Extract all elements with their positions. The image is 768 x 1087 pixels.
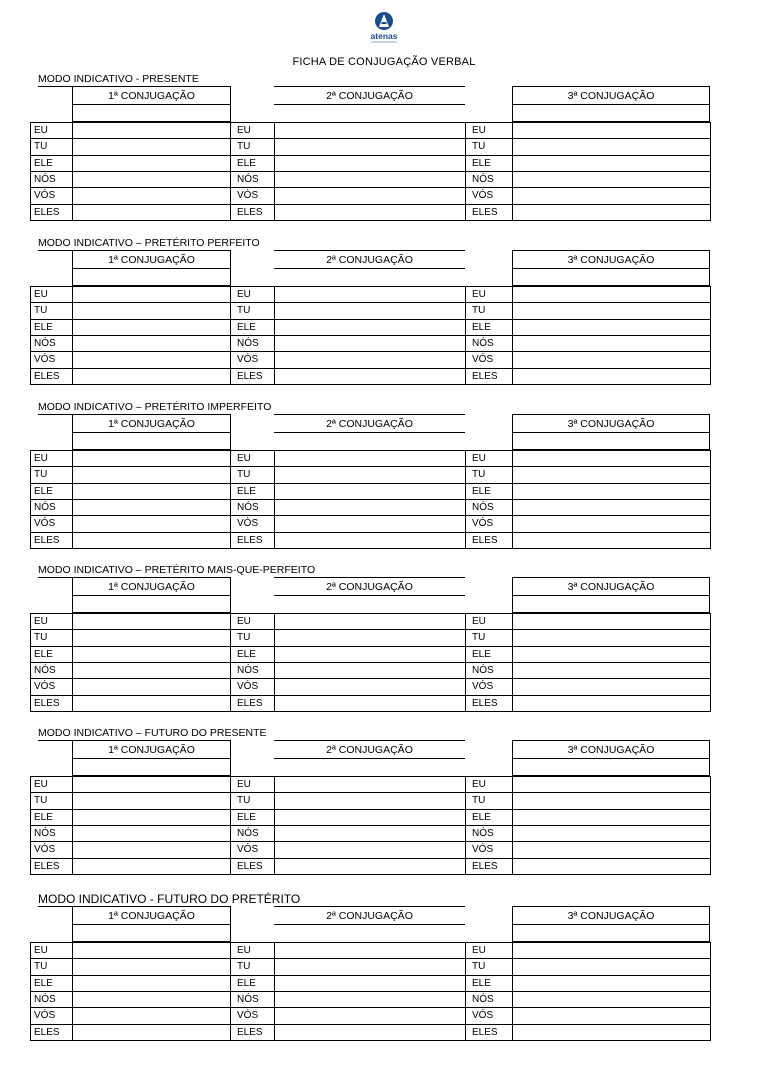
answer-cell[interactable] — [275, 205, 465, 220]
answer-cell[interactable] — [513, 188, 710, 203]
pronoun-label: VÓS — [237, 1010, 259, 1022]
answer-cell[interactable] — [513, 172, 710, 187]
pronoun-label: EU — [34, 453, 48, 464]
rule-line — [72, 432, 231, 433]
pronoun-label: VÓS — [34, 681, 56, 693]
section-title: MODO INDICATIVO - PRESENTE — [38, 73, 199, 85]
answer-cell[interactable] — [513, 810, 710, 825]
answer-cell[interactable] — [275, 976, 465, 991]
answer-cell[interactable] — [275, 516, 465, 531]
pronoun-label: TU — [34, 305, 48, 317]
rule-line — [512, 104, 710, 105]
pronoun-label: ELES — [472, 1026, 498, 1038]
answer-cell[interactable] — [275, 123, 465, 138]
answer-cell[interactable] — [275, 484, 465, 499]
pronoun-label: TU — [472, 632, 486, 644]
pronoun-label: NÓS — [34, 337, 56, 349]
pronoun-label: ELE — [472, 321, 491, 333]
answer-cell[interactable] — [73, 630, 230, 645]
answer-cell[interactable] — [73, 467, 230, 482]
pronoun-label: VÓS — [472, 518, 494, 530]
answer-cell[interactable] — [513, 793, 710, 808]
answer-cell[interactable] — [275, 943, 465, 958]
answer-cell[interactable] — [73, 810, 230, 825]
pronoun-label: ELES — [472, 370, 498, 382]
answer-cell[interactable] — [513, 859, 710, 874]
pronoun-label: ELE — [237, 648, 256, 660]
pronoun-label: ELES — [237, 697, 263, 709]
answer-cell[interactable] — [513, 630, 710, 645]
rule-line — [72, 268, 231, 269]
pronoun-label: NÓS — [34, 173, 56, 185]
rule-line — [274, 104, 465, 105]
answer-cell[interactable] — [73, 614, 230, 629]
pronoun-label: TU — [472, 469, 486, 481]
conjugation-header-3: 3ª CONJUGAÇÃO — [567, 90, 655, 102]
pronoun-label: ELE — [237, 321, 256, 333]
answer-cell[interactable] — [275, 533, 465, 548]
pronoun-label: EU — [472, 453, 486, 464]
pronoun-label: NÓS — [237, 993, 259, 1005]
pronoun-label: VÓS — [472, 844, 494, 856]
pronoun-label: VÓS — [34, 844, 56, 856]
answer-cell[interactable] — [513, 320, 710, 335]
document-title: FICHA DE CONJUGAÇÃO VERBAL — [292, 56, 476, 68]
answer-cell[interactable] — [275, 1025, 465, 1040]
pronoun-label: TU — [34, 632, 48, 644]
answer-cell[interactable] — [73, 777, 230, 792]
rule-line — [230, 104, 231, 122]
pronoun-label: EU — [237, 616, 251, 627]
answer-cell[interactable] — [73, 484, 230, 499]
answer-cell[interactable] — [513, 679, 710, 694]
answer-cell[interactable] — [73, 336, 230, 351]
answer-cell[interactable] — [73, 696, 230, 711]
pronoun-label: NÓS — [472, 993, 494, 1005]
answer-cell[interactable] — [513, 696, 710, 711]
answer-cell[interactable] — [513, 647, 710, 662]
rule-line — [274, 250, 465, 251]
pronoun-label: ELE — [34, 977, 53, 989]
answer-cell[interactable] — [275, 156, 465, 171]
pronoun-label: VÓS — [237, 681, 259, 693]
answer-cell[interactable] — [513, 123, 710, 138]
answer-cell[interactable] — [275, 647, 465, 662]
pronoun-label: ELES — [34, 697, 60, 709]
pronoun-label: EU — [472, 289, 486, 300]
answer-cell[interactable] — [73, 123, 230, 138]
pronoun-label: NÓS — [472, 173, 494, 185]
pronoun-label: EU — [472, 125, 486, 136]
rule-line — [230, 758, 231, 776]
answer-cell[interactable] — [275, 1008, 465, 1023]
answer-cell[interactable] — [513, 959, 710, 974]
answer-cell[interactable] — [73, 647, 230, 662]
answer-cell[interactable] — [73, 500, 230, 515]
rule-line — [512, 268, 710, 269]
answer-cell[interactable] — [275, 139, 465, 154]
pronoun-label: NÓS — [34, 501, 56, 513]
rule-line — [274, 432, 465, 433]
answer-cell[interactable] — [275, 287, 465, 302]
pronoun-label: TU — [237, 961, 251, 973]
answer-cell[interactable] — [275, 188, 465, 203]
pronoun-label: ELES — [34, 1026, 60, 1038]
conjugation-header-2: 2ª CONJUGAÇÃO — [326, 744, 413, 756]
answer-cell[interactable] — [73, 1008, 230, 1023]
answer-cell[interactable] — [275, 826, 465, 841]
pronoun-label: ELES — [237, 206, 263, 218]
pronoun-label: VÓS — [237, 190, 259, 202]
answer-cell[interactable] — [275, 859, 465, 874]
pronoun-label: EU — [34, 125, 48, 136]
pronoun-label: TU — [472, 305, 486, 317]
pronoun-label: TU — [237, 469, 251, 481]
conjugation-section — [0, 73, 768, 236]
pronoun-label: NÓS — [472, 337, 494, 349]
conjugation-header-3: 3ª CONJUGAÇÃO — [567, 910, 655, 922]
answer-cell[interactable] — [73, 516, 230, 531]
answer-cell[interactable] — [73, 1025, 230, 1040]
answer-cell[interactable] — [73, 139, 230, 154]
answer-cell[interactable] — [73, 369, 230, 384]
pronoun-label: ELES — [237, 860, 263, 872]
pronoun-label: ELES — [237, 370, 263, 382]
pronoun-label: NÓS — [237, 664, 259, 676]
answer-cell[interactable] — [513, 336, 710, 351]
rule-line — [230, 432, 231, 450]
answer-cell[interactable] — [513, 943, 710, 958]
pronoun-label: ELE — [34, 485, 53, 497]
pronoun-label: ELE — [237, 157, 256, 169]
pronoun-label: VÓS — [34, 190, 56, 202]
pronoun-label: EU — [237, 779, 251, 790]
answer-cell[interactable] — [73, 172, 230, 187]
answer-cell[interactable] — [513, 533, 710, 548]
pronoun-label: TU — [472, 795, 486, 807]
pronoun-label: EU — [34, 616, 48, 627]
pronoun-label: NÓS — [34, 827, 56, 839]
pronoun-label: VÓS — [472, 681, 494, 693]
answer-cell[interactable] — [513, 1025, 710, 1040]
pronoun-label: EU — [237, 289, 251, 300]
answer-cell[interactable] — [73, 451, 230, 466]
pronoun-label: NÓS — [237, 173, 259, 185]
rule-line — [230, 924, 231, 942]
pronoun-label: ELE — [472, 811, 491, 823]
pronoun-label: TU — [472, 961, 486, 973]
answer-cell[interactable] — [275, 369, 465, 384]
pronoun-label: NÓS — [472, 827, 494, 839]
rule-line — [274, 758, 465, 759]
pronoun-label: ELES — [237, 1026, 263, 1038]
answer-cell[interactable] — [513, 992, 710, 1007]
conjugation-section — [0, 893, 768, 1056]
rule-line — [512, 924, 710, 925]
section-title: MODO INDICATIVO – PRETÉRITO PERFEITO — [38, 237, 260, 249]
answer-cell[interactable] — [73, 352, 230, 367]
answer-cell[interactable] — [73, 992, 230, 1007]
rule-line — [512, 595, 710, 596]
pronoun-label: ELES — [34, 534, 60, 546]
answer-cell[interactable] — [513, 156, 710, 171]
logo-text: atenas — [370, 31, 398, 41]
pronoun-label: TU — [34, 141, 48, 153]
conjugation-section — [0, 237, 768, 400]
pronoun-label: NÓS — [237, 337, 259, 349]
answer-cell[interactable] — [275, 467, 465, 482]
conjugation-header-2: 2ª CONJUGAÇÃO — [326, 418, 413, 430]
section-title: MODO INDICATIVO – FUTURO DO PRESENTE — [38, 727, 267, 739]
rule-line — [512, 758, 710, 759]
pronoun-label: NÓS — [34, 993, 56, 1005]
pronoun-label: VÓS — [34, 354, 56, 366]
answer-cell[interactable] — [275, 793, 465, 808]
pronoun-label: ELES — [237, 534, 263, 546]
answer-cell[interactable] — [73, 793, 230, 808]
answer-cell[interactable] — [73, 287, 230, 302]
pronoun-label: NÓS — [472, 664, 494, 676]
pronoun-label: NÓS — [472, 501, 494, 513]
answer-cell[interactable] — [73, 663, 230, 678]
answer-cell[interactable] — [513, 516, 710, 531]
answer-cell[interactable] — [73, 156, 230, 171]
rule-line — [274, 414, 465, 415]
pronoun-label: ELE — [237, 485, 256, 497]
rule-line — [72, 758, 231, 759]
answer-cell[interactable] — [73, 533, 230, 548]
answer-cell[interactable] — [275, 320, 465, 335]
conjugation-section — [0, 564, 768, 727]
pronoun-label: ELE — [237, 811, 256, 823]
answer-cell[interactable] — [513, 777, 710, 792]
pronoun-label: ELES — [472, 860, 498, 872]
pronoun-label: VÓS — [472, 354, 494, 366]
answer-cell[interactable] — [513, 287, 710, 302]
conjugation-section — [0, 727, 768, 890]
pronoun-label: ELE — [472, 977, 491, 989]
answer-cell[interactable] — [73, 205, 230, 220]
section-title: MODO INDICATIVO – PRETÉRITO MAIS-QUE-PERFEITO — [38, 564, 316, 576]
answer-cell[interactable] — [513, 451, 710, 466]
answer-cell[interactable] — [275, 500, 465, 515]
answer-cell[interactable] — [73, 188, 230, 203]
conjugation-header-1: 1ª CONJUGAÇÃO — [108, 581, 195, 593]
pronoun-label: TU — [237, 141, 251, 153]
pronoun-label: EU — [472, 945, 486, 956]
answer-cell[interactable] — [275, 842, 465, 857]
pronoun-label: ELES — [472, 697, 498, 709]
conjugation-header-2: 2ª CONJUGAÇÃO — [326, 254, 413, 266]
answer-cell[interactable] — [513, 663, 710, 678]
answer-cell[interactable] — [73, 303, 230, 318]
rule-line — [230, 268, 231, 286]
rule-line — [274, 906, 465, 907]
answer-cell[interactable] — [513, 369, 710, 384]
answer-cell[interactable] — [513, 1008, 710, 1023]
answer-cell[interactable] — [513, 467, 710, 482]
answer-cell[interactable] — [275, 663, 465, 678]
rule-line — [274, 86, 465, 87]
pronoun-label: EU — [237, 453, 251, 464]
rule-line — [72, 104, 231, 105]
pronoun-label: NÓS — [34, 664, 56, 676]
rule-line — [274, 577, 465, 578]
rule-line — [274, 740, 465, 741]
pronoun-label: EU — [237, 125, 251, 136]
answer-cell[interactable] — [513, 976, 710, 991]
answer-cell[interactable] — [513, 826, 710, 841]
answer-cell[interactable] — [73, 976, 230, 991]
pronoun-label: NÓS — [237, 827, 259, 839]
answer-cell[interactable] — [275, 303, 465, 318]
pronoun-label: VÓS — [237, 844, 259, 856]
pronoun-label: EU — [34, 289, 48, 300]
pronoun-label: ELE — [472, 157, 491, 169]
pronoun-label: ELE — [34, 157, 53, 169]
answer-cell[interactable] — [275, 777, 465, 792]
rule-line — [72, 924, 231, 925]
answer-cell[interactable] — [73, 679, 230, 694]
pronoun-label: NÓS — [237, 501, 259, 513]
pronoun-label: TU — [34, 469, 48, 481]
answer-cell[interactable] — [275, 810, 465, 825]
answer-cell[interactable] — [275, 451, 465, 466]
pronoun-label: ELES — [472, 206, 498, 218]
answer-cell[interactable] — [275, 959, 465, 974]
pronoun-label: ELES — [34, 860, 60, 872]
pronoun-label: ELE — [34, 321, 53, 333]
pronoun-label: VÓS — [34, 518, 56, 530]
answer-cell[interactable] — [73, 959, 230, 974]
pronoun-label: TU — [237, 632, 251, 644]
pronoun-label: EU — [34, 945, 48, 956]
conjugation-header-1: 1ª CONJUGAÇÃO — [108, 418, 195, 430]
pronoun-label: EU — [472, 779, 486, 790]
rule-line — [512, 432, 710, 433]
answer-cell[interactable] — [275, 352, 465, 367]
pronoun-label: ELE — [237, 977, 256, 989]
pronoun-label: TU — [237, 795, 251, 807]
conjugation-header-2: 2ª CONJUGAÇÃO — [326, 90, 413, 102]
answer-cell[interactable] — [513, 842, 710, 857]
answer-cell[interactable] — [275, 336, 465, 351]
conjugation-header-1: 1ª CONJUGAÇÃO — [108, 744, 195, 756]
pronoun-label: EU — [237, 945, 251, 956]
pronoun-label: VÓS — [237, 518, 259, 530]
answer-cell[interactable] — [275, 172, 465, 187]
conjugation-header-2: 2ª CONJUGAÇÃO — [326, 581, 413, 593]
pronoun-label: VÓS — [472, 1010, 494, 1022]
conjugation-header-3: 3ª CONJUGAÇÃO — [567, 254, 655, 266]
pronoun-label: EU — [34, 779, 48, 790]
answer-cell[interactable] — [513, 500, 710, 515]
conjugation-header-1: 1ª CONJUGAÇÃO — [108, 90, 195, 102]
pronoun-label: ELE — [472, 648, 491, 660]
pronoun-label: ELES — [472, 534, 498, 546]
answer-cell[interactable] — [73, 842, 230, 857]
answer-cell[interactable] — [73, 826, 230, 841]
pronoun-label: ELE — [472, 485, 491, 497]
answer-cell[interactable] — [513, 205, 710, 220]
pronoun-label: EU — [472, 616, 486, 627]
answer-cell[interactable] — [73, 943, 230, 958]
pronoun-label: TU — [472, 141, 486, 153]
rule-line — [274, 268, 465, 269]
rule-line — [230, 595, 231, 613]
answer-cell[interactable] — [513, 303, 710, 318]
pronoun-label: VÓS — [472, 190, 494, 202]
conjugation-section — [0, 401, 768, 564]
section-title: MODO INDICATIVO – PRETÉRITO IMPERFEITO — [38, 401, 272, 413]
pronoun-label: VÓS — [34, 1010, 56, 1022]
conjugation-header-3: 3ª CONJUGAÇÃO — [567, 744, 655, 756]
pronoun-label: ELE — [34, 811, 53, 823]
pronoun-label: TU — [34, 795, 48, 807]
answer-cell[interactable] — [275, 614, 465, 629]
answer-cell[interactable] — [513, 139, 710, 154]
pronoun-label: ELE — [34, 648, 53, 660]
answer-cell[interactable] — [275, 696, 465, 711]
rule-line — [72, 595, 231, 596]
pronoun-label: TU — [237, 305, 251, 317]
answer-cell[interactable] — [275, 679, 465, 694]
pronoun-label: VÓS — [237, 354, 259, 366]
answer-cell[interactable] — [73, 859, 230, 874]
answer-cell[interactable] — [513, 614, 710, 629]
rule-line — [274, 595, 465, 596]
conjugation-header-2: 2ª CONJUGAÇÃO — [326, 910, 413, 922]
pronoun-label: TU — [34, 961, 48, 973]
conjugation-header-1: 1ª CONJUGAÇÃO — [108, 910, 195, 922]
pronoun-label: ELES — [34, 206, 60, 218]
answer-cell[interactable] — [73, 320, 230, 335]
conjugation-header-3: 3ª CONJUGAÇÃO — [567, 581, 655, 593]
answer-cell[interactable] — [275, 630, 465, 645]
answer-cell[interactable] — [513, 352, 710, 367]
answer-cell[interactable] — [513, 484, 710, 499]
answer-cell[interactable] — [275, 992, 465, 1007]
conjugation-header-3: 3ª CONJUGAÇÃO — [567, 418, 655, 430]
rule-line — [274, 924, 465, 925]
section-title: MODO INDICATIVO - FUTURO DO PRETÉRITO — [38, 892, 301, 906]
pronoun-label: ELES — [34, 370, 60, 382]
atenas-logo — [366, 10, 402, 44]
conjugation-header-1: 1ª CONJUGAÇÃO — [108, 254, 195, 266]
